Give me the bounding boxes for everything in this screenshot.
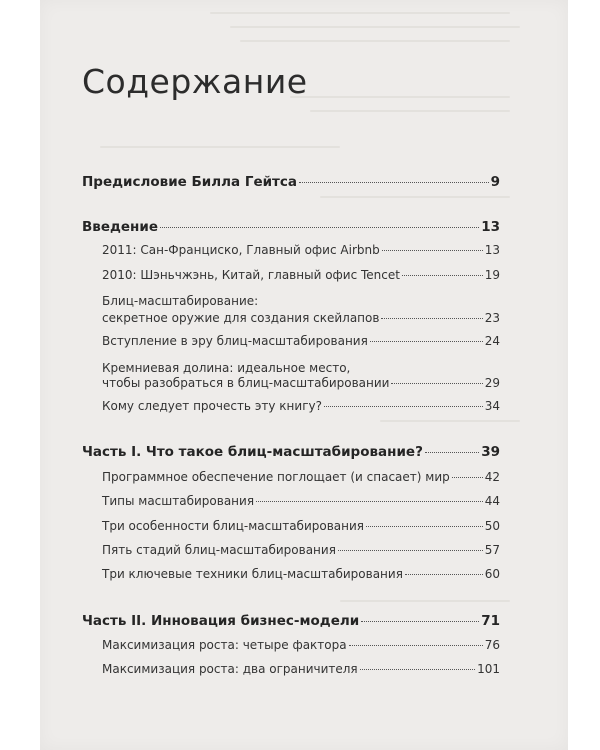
toc-entry-label: 2010: Шэньчжэнь, Китай, главный офис Tencet	[102, 268, 400, 282]
show-through-line	[290, 96, 510, 98]
toc-entry-page: 57	[484, 543, 500, 557]
leader-dots	[382, 250, 483, 251]
toc-entry-page: 71	[481, 613, 500, 629]
show-through-line	[240, 40, 510, 42]
leader-dots	[391, 383, 482, 384]
show-through-line	[320, 196, 510, 198]
toc-entry-page: 50	[484, 519, 500, 533]
toc-entry-page: 9	[490, 174, 500, 190]
leader-dots	[256, 501, 483, 502]
leader-dots	[370, 341, 483, 342]
leader-dots	[425, 452, 479, 453]
toc-entry-label: Максимизация роста: два ограничителя	[102, 662, 358, 676]
toc-entry-page: 39	[481, 444, 500, 460]
toc-entry-label: Программное обеспечение поглощает (и спасает) мир	[102, 470, 450, 484]
leader-dots	[405, 574, 483, 575]
toc-entry-page: 19	[484, 268, 500, 282]
toc-entry-page: 29	[484, 376, 500, 390]
toc-entry-label: Три особенности блиц-масштабирования	[102, 519, 365, 533]
toc-entry-label: Часть II. Инновация бизнес-модели	[82, 613, 360, 629]
leader-dots	[360, 669, 475, 670]
leader-dots	[381, 318, 482, 319]
toc-entry-page: 13	[481, 219, 500, 235]
book-page	[40, 0, 568, 750]
toc-entry-page: 34	[484, 399, 500, 413]
leader-dots	[299, 182, 489, 183]
toc-entry-part-1	[82, 444, 500, 460]
leader-dots	[366, 526, 483, 527]
toc-entry-page: 44	[484, 494, 500, 508]
toc-subentry	[102, 311, 500, 325]
toc-subentry	[102, 638, 500, 652]
show-through-line	[100, 146, 340, 148]
toc-entry-intro	[82, 219, 500, 235]
toc-entry-part-2	[82, 613, 500, 629]
show-through-line	[310, 110, 510, 112]
leader-dots	[361, 621, 479, 622]
toc-entry-page: 24	[484, 334, 500, 348]
toc-subentry	[102, 268, 500, 282]
toc-entry-label: Часть I. Что такое блиц-масштабирование?	[82, 444, 423, 460]
toc-subentry-line1: Кремниевая долина: идеальное место,	[102, 361, 351, 375]
toc-entry-label: Типы масштабирования	[102, 494, 255, 508]
toc-entry-label: Кому следует прочесть эту книгу?	[102, 399, 322, 413]
show-through-line	[230, 26, 520, 28]
toc-subentry	[102, 543, 500, 557]
toc-subentry	[102, 376, 500, 390]
toc-entry-page: 60	[484, 567, 500, 581]
toc-subentry	[102, 519, 500, 533]
toc-entry-foreword	[82, 174, 500, 190]
toc-entry-label: Максимизация роста: четыре фактора	[102, 638, 347, 652]
toc-entry-page: 23	[484, 311, 500, 325]
toc-entry-label: Вступление в эру блиц-масштабирования	[102, 334, 368, 348]
toc-entry-label: 2011: Сан-Франциско, Главный офис Airbnb	[102, 243, 380, 257]
toc-entry-page: 76	[484, 638, 500, 652]
toc-entry-page: 42	[484, 470, 500, 484]
toc-entry-page: 13	[484, 243, 500, 257]
toc-entry-label: Предисловие Билла Гейтса	[82, 174, 297, 190]
toc-entry-label: Три ключевые техники блиц-масштабирования	[102, 567, 403, 581]
toc-entry-label: секретное оружие для создания скейлапов	[102, 311, 380, 325]
leader-dots	[324, 406, 483, 407]
page-title: Содержание	[82, 62, 308, 101]
leader-dots	[402, 275, 483, 276]
toc-entry-label: чтобы разобраться в блиц-масштабировании	[102, 376, 390, 390]
leader-dots	[349, 645, 483, 646]
show-through-line	[340, 600, 510, 602]
toc-subentry	[102, 567, 500, 581]
toc-entry-label: Введение	[82, 219, 158, 235]
toc-subentry	[102, 243, 500, 257]
toc-entry-label: Пять стадий блиц-масштабирования	[102, 543, 336, 557]
toc-subentry	[102, 399, 500, 413]
leader-dots	[452, 477, 483, 478]
leader-dots	[338, 550, 483, 551]
toc-subentry	[102, 662, 500, 676]
toc-subentry	[102, 494, 500, 508]
toc-entry-page: 101	[477, 662, 500, 676]
show-through-line	[210, 12, 510, 14]
toc-subentry	[102, 470, 500, 484]
show-through-line	[380, 420, 520, 422]
leader-dots	[160, 227, 479, 228]
toc-subentry-line1: Блиц-масштабирование:	[102, 294, 259, 308]
toc-subentry	[102, 334, 500, 348]
